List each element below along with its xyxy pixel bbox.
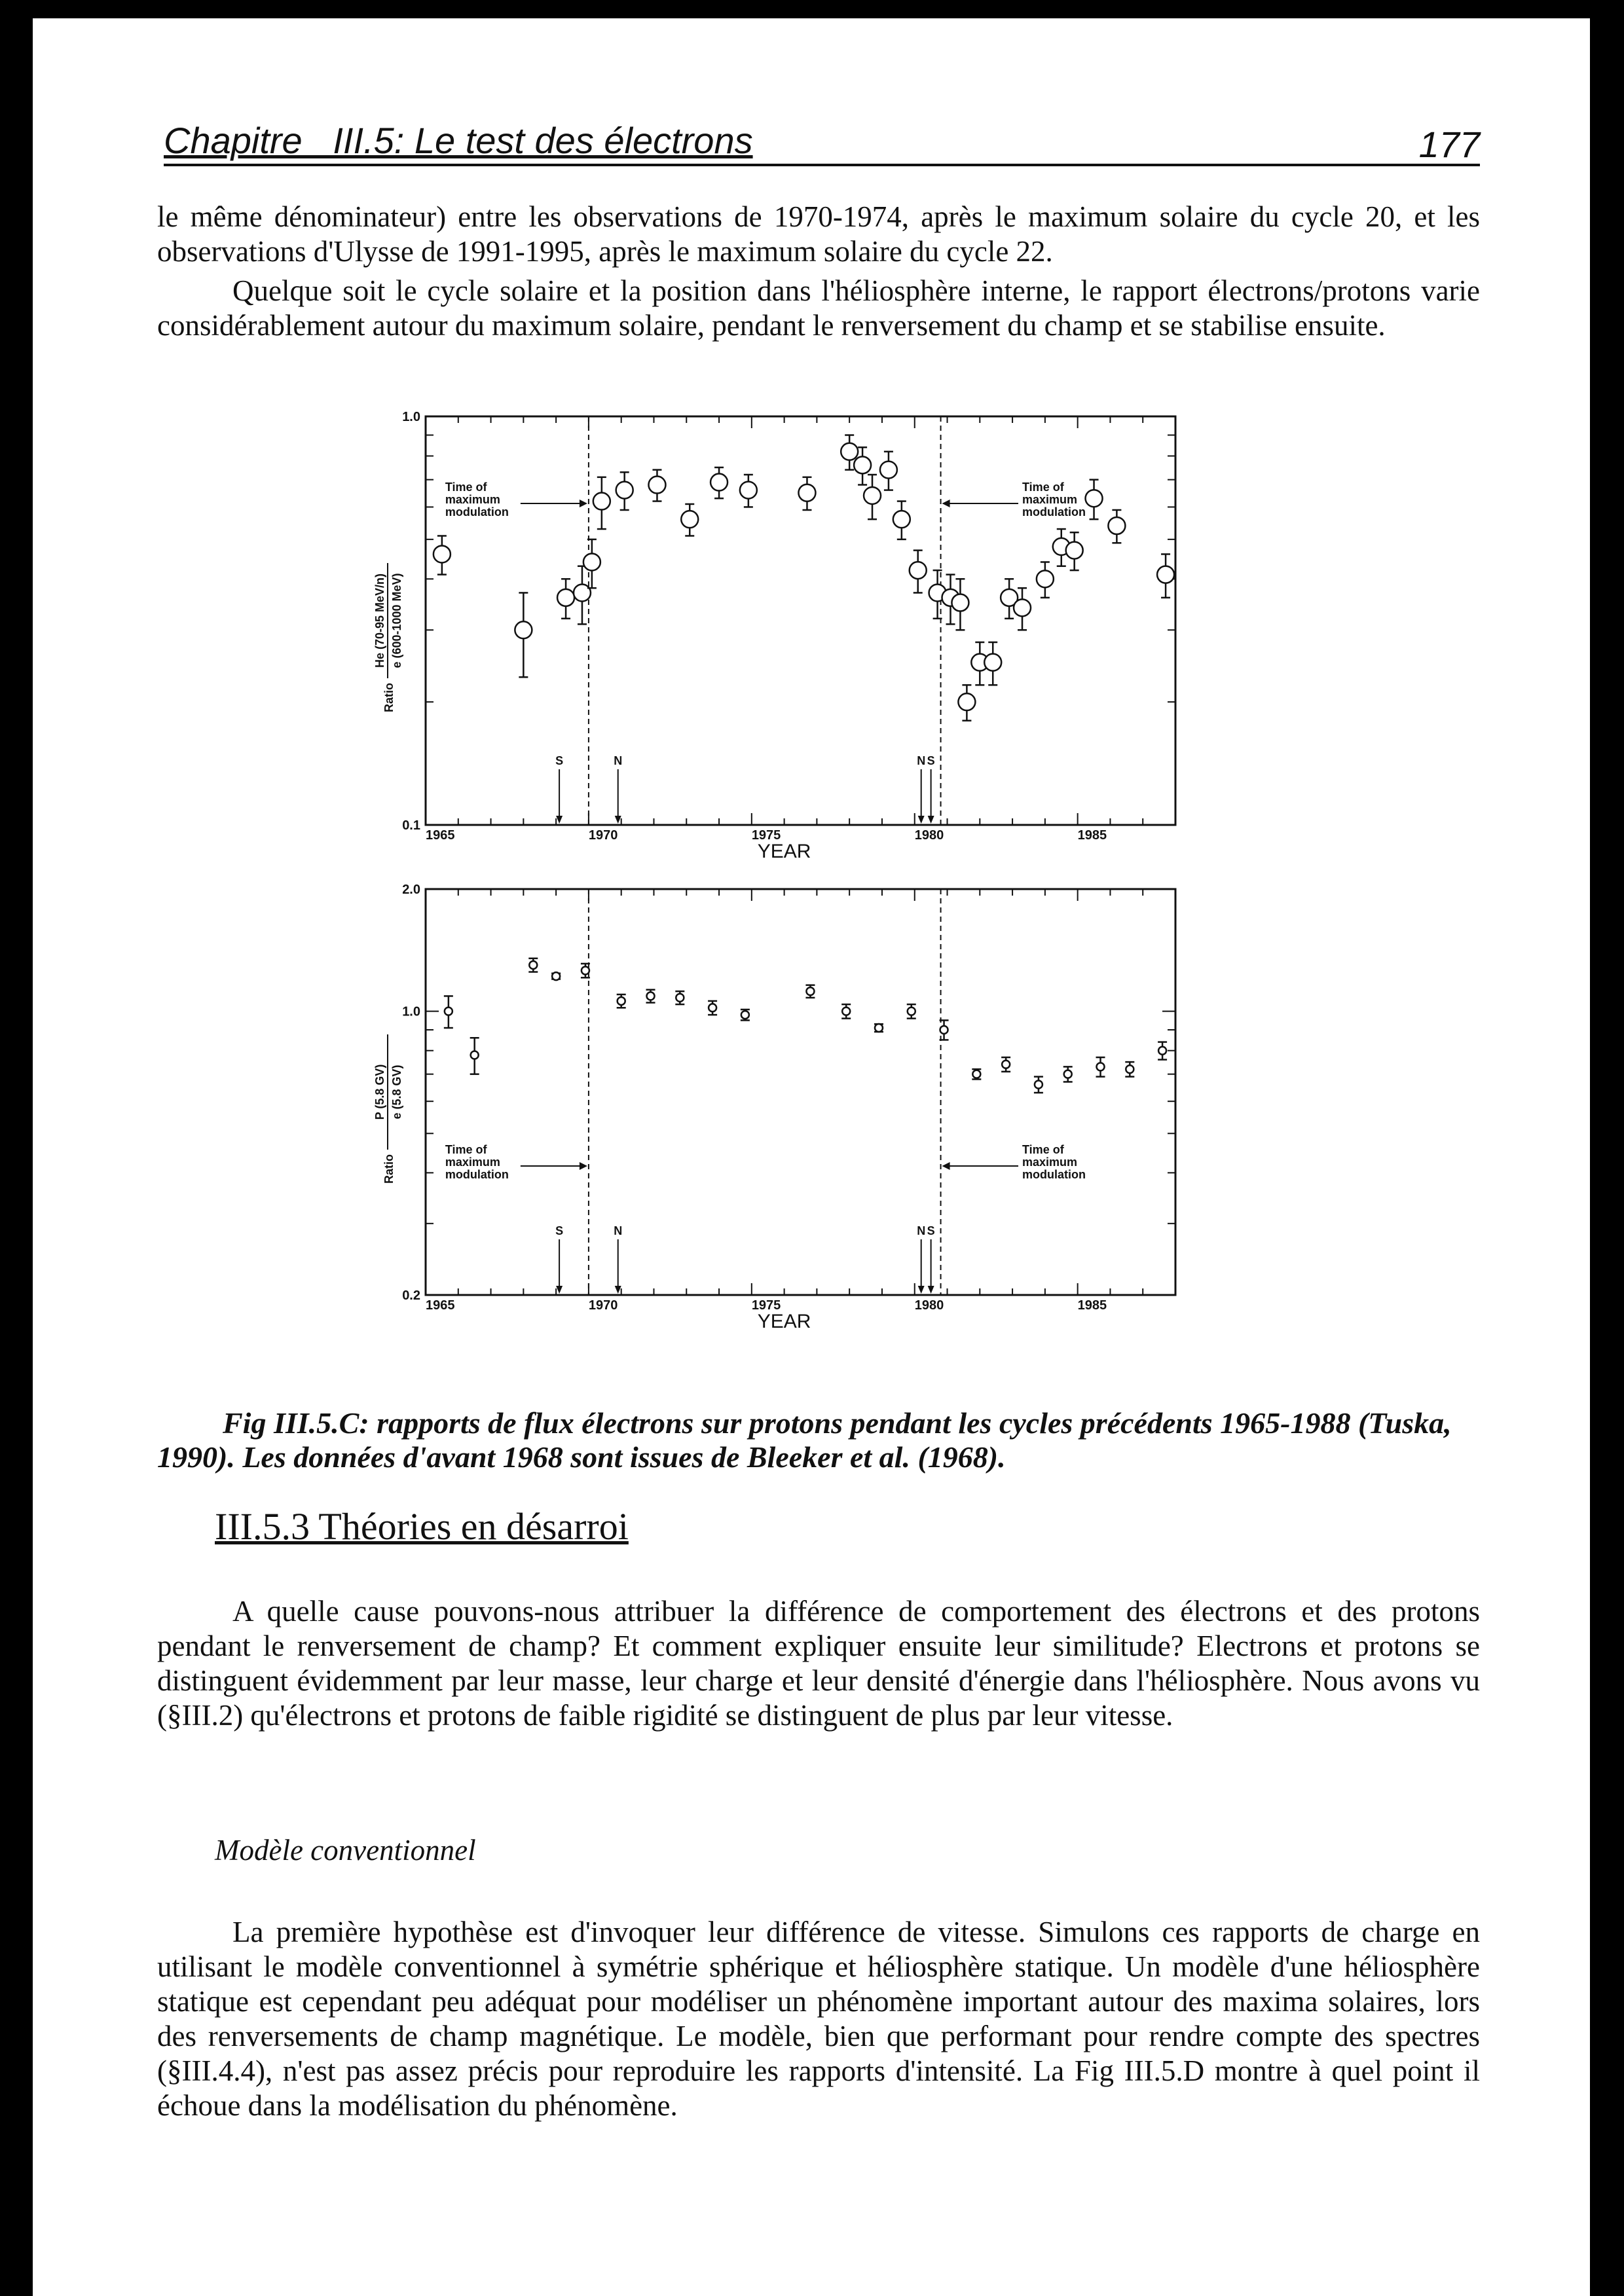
data-point — [434, 545, 451, 562]
y-tick-label: 2.0 — [402, 883, 420, 897]
data-point — [798, 484, 815, 501]
data-point — [1108, 517, 1125, 534]
annotation-right: Time of maximum modulation — [1022, 481, 1086, 519]
page-header — [164, 119, 1480, 166]
polarity-arrowhead — [928, 1286, 934, 1294]
y-axis-label — [373, 563, 403, 712]
y-axis-label — [373, 1034, 403, 1184]
data-point — [618, 997, 625, 1005]
chart-proton-electron-ratio — [360, 871, 1211, 1342]
x-axis-label: YEAR — [757, 1311, 811, 1332]
polarity-label-n: N — [917, 1224, 926, 1237]
x-axis-label: YEAR — [757, 841, 811, 862]
annotation-right-arrowhead — [942, 1162, 950, 1170]
data-point — [1158, 1047, 1166, 1055]
polarity-label-s: S — [555, 754, 564, 767]
annotation-left: Time of maximum modulation — [445, 1143, 509, 1181]
polarity-arrowhead — [918, 816, 925, 824]
x-tick-label: 1985 — [1077, 1298, 1107, 1313]
data-point — [676, 994, 684, 1002]
x-tick-label: 1980 — [914, 1298, 944, 1313]
data-point — [1035, 1081, 1043, 1089]
data-point — [1066, 542, 1083, 559]
data-point — [709, 1004, 716, 1011]
data-point — [574, 584, 591, 601]
x-tick-label: 1970 — [588, 828, 618, 843]
y-axis-label-numerator: P (5.8 GV) — [373, 1064, 386, 1120]
polarity-label-n: N — [917, 754, 926, 767]
polarity-arrowhead — [556, 1286, 563, 1294]
polarity-label-s: S — [555, 1224, 564, 1237]
data-point — [875, 1024, 883, 1032]
y-axis-label-numerator: He (70-95 MeV/n) — [373, 573, 386, 668]
x-tick-label: 1965 — [426, 1298, 455, 1313]
data-point — [583, 553, 600, 570]
data-point — [741, 1011, 749, 1019]
y-axis-label-prefix: Ratio — [382, 1154, 396, 1184]
data-point — [593, 493, 610, 510]
data-point — [445, 1008, 452, 1015]
polarity-arrowhead — [556, 816, 563, 824]
chapter-title: Chapitre III.5: Le test des électrons — [164, 120, 753, 161]
chart-he-electron-ratio — [360, 393, 1211, 871]
plot-frame — [426, 416, 1175, 825]
x-tick-label: 1985 — [1077, 828, 1107, 843]
figure-caption: Fig III.5.C: rapports de flux électrons sur protons pendant les cycles précédents 1965-1988 (Tuska, 1990). Les données d'avant 1968 sont issues de Bleeker et al. (1968). — [157, 1406, 1452, 1474]
subsection-title: Modèle conventionnel — [215, 1834, 476, 1867]
data-point — [1064, 1070, 1072, 1078]
section-title: III.5.3 Théories en désarroi — [215, 1505, 629, 1548]
data-point — [984, 654, 1001, 671]
x-tick-label: 1965 — [426, 828, 455, 843]
data-point — [616, 482, 633, 499]
data-point — [841, 443, 858, 460]
data-point — [471, 1051, 479, 1059]
y-axis-label-prefix: Ratio — [382, 683, 396, 712]
x-tick-label: 1980 — [914, 828, 944, 843]
data-point — [681, 511, 698, 528]
data-point — [854, 456, 871, 473]
data-point — [893, 511, 910, 528]
data-point — [529, 961, 537, 969]
y-tick-label: 1.0 — [402, 410, 420, 424]
page-number: 177 — [1418, 124, 1480, 165]
annotation-left: Time of maximum modulation — [445, 481, 509, 519]
polarity-label-n: N — [614, 754, 623, 767]
data-point — [515, 621, 532, 638]
data-point — [1014, 599, 1031, 616]
y-tick-label: 1.0 — [402, 1004, 420, 1019]
annotation-right: Time of maximum modulation — [1022, 1143, 1086, 1181]
polarity-arrowhead — [615, 1286, 621, 1294]
paragraph-2: Quelque soit le cycle solaire et la position dans l'héliosphère interne, le rapport électrons/protons varie considérablement autour du maximum solaire, pendant le renversement du champ et se stabilise ensuite. — [157, 274, 1480, 342]
data-point — [880, 462, 897, 479]
x-tick-label: 1975 — [751, 828, 781, 843]
plot-frame — [426, 889, 1175, 1295]
y-tick-label: 0.2 — [402, 1288, 420, 1303]
polarity-label-n: N — [614, 1224, 623, 1237]
data-point — [951, 594, 969, 611]
polarity-arrowhead — [918, 1286, 925, 1294]
data-point — [740, 482, 757, 499]
data-point — [806, 987, 814, 995]
polarity-label-s: S — [927, 1224, 935, 1237]
data-point — [1126, 1065, 1134, 1073]
data-point — [581, 966, 589, 974]
data-point — [1097, 1063, 1105, 1070]
data-point — [864, 487, 881, 504]
data-point — [842, 1008, 850, 1015]
polarity-arrowhead — [615, 816, 621, 824]
data-point — [1002, 1061, 1010, 1068]
data-point — [910, 562, 927, 579]
data-point — [648, 477, 665, 494]
x-tick-label: 1975 — [751, 1298, 781, 1313]
polarity-arrowhead — [928, 816, 934, 824]
data-point — [647, 992, 655, 1000]
data-point — [1037, 570, 1054, 587]
data-point — [972, 1070, 980, 1078]
data-point — [710, 474, 728, 491]
data-point — [940, 1026, 948, 1034]
paragraph-3: A quelle cause pouvons-nous attribuer la différence de comportement des électrons et des protons pendant le renversement de champ? Et comment expliquer ensuite leur similitude? Electrons et protons se distinguent évidemment par leur masse, leur charge et leur densité d'énergie dans l'héliosphère. Nous avons vu (§III.2) qu'électrons et protons de faible rigidité se distinguent de plus par leur vitesse. — [157, 1595, 1480, 1732]
y-tick-label: 0.1 — [402, 818, 420, 833]
data-point — [552, 972, 560, 980]
data-point — [1157, 566, 1174, 583]
y-axis-label-denominator: e (5.8 GV) — [390, 1065, 403, 1120]
x-tick-label: 1970 — [588, 1298, 618, 1313]
annotation-right-arrowhead — [942, 500, 950, 507]
paragraph-4: La première hypothèse est d'invoquer leur différence de vitesse. Simulons ces rapports de charge en utilisant le modèle conventionnel à symétrie sphérique et héliosphère statique. Un modèle d'une héliosphère statique est cependant peu adéquat pour modéliser un phénomène important autour des maxima solaires, lors des renversements de champ magnétique. Le modèle, bien que performant pour rendre compte des spectres (§III.4.4), n'est pas assez précis pour reproduire les rapports d'intensité. La Fig III.5.D montre à quel point il échoue dans la modélisation du phénomène. — [157, 1916, 1480, 2122]
annotation-left-arrowhead — [580, 500, 587, 507]
annotation-left-arrowhead — [580, 1162, 587, 1170]
data-point — [908, 1008, 915, 1015]
data-point — [1086, 490, 1103, 507]
paragraph-1: le même dénominateur) entre les observations de 1970-1974, après le maximum solaire du cycle 20, et les observations d'Ulysse de 1991-1995, après le maximum solaire du cycle 22. — [157, 200, 1480, 268]
polarity-label-s: S — [927, 754, 935, 767]
data-point — [958, 693, 975, 710]
data-point — [557, 589, 574, 606]
y-axis-label-denominator: e (600-1000 MeV) — [390, 573, 403, 668]
